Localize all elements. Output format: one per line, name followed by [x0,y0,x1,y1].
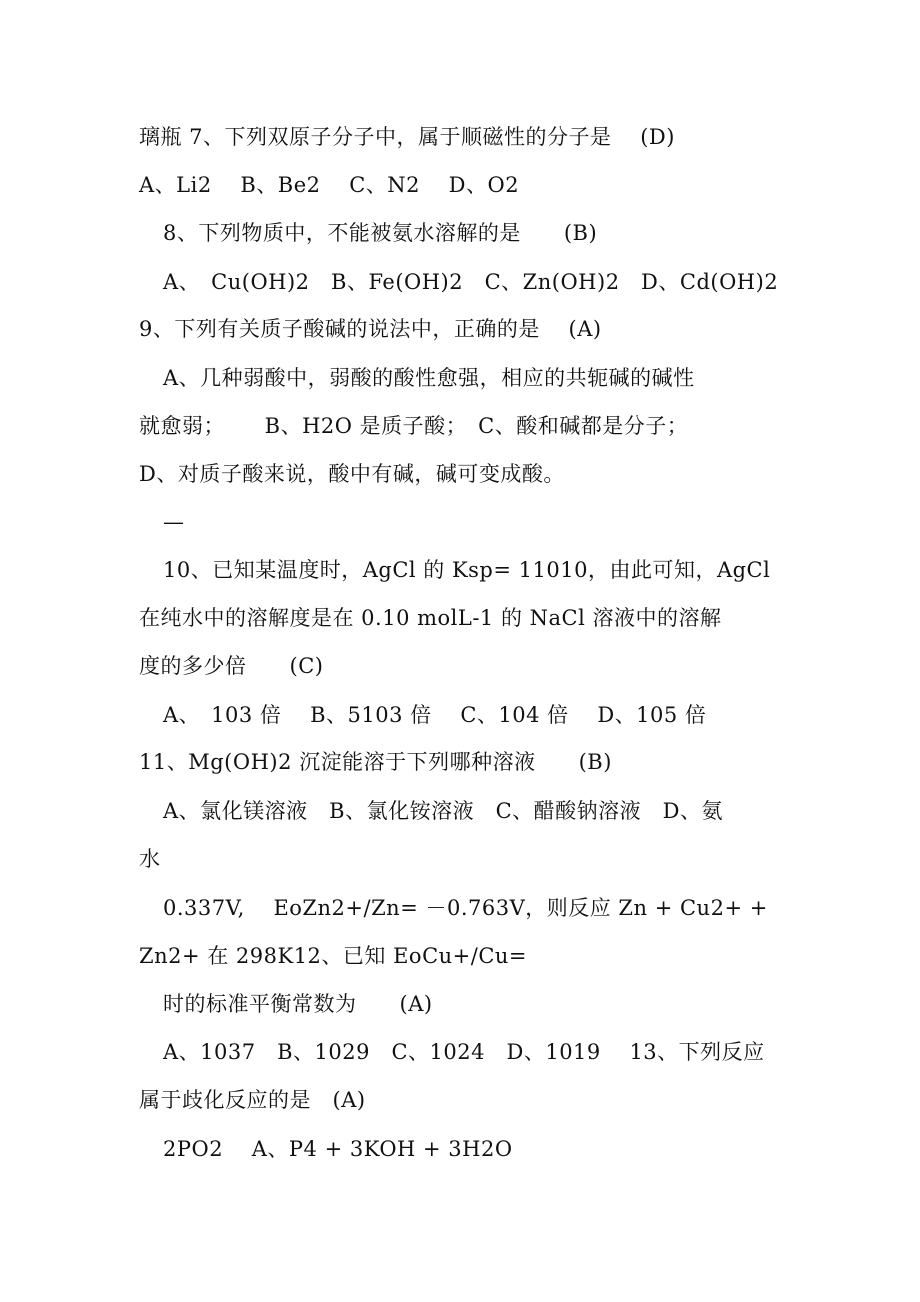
text-line: 10、已知某温度时，AgCl 的 Ksp= 11010，由此可知，AgCl [163,558,771,582]
text-line: Zn2+ 在 298K12、已知 EoCu+/Cu= [139,944,528,968]
text-line: 水 [139,847,161,871]
text-line: 9、下列有关质子酸碱的说法中，正确的是 (A) [139,317,602,341]
text-line: 8、下列物质中，不能被氨水溶解的是 (B) [163,221,598,245]
text-line: 就愈弱； B、H2O 是质子酸； C、酸和碱都是分子； [139,414,689,438]
text-line: 在纯水中的溶解度是在 0.10 molL-1 的 NaCl 溶液中的溶解 [139,606,722,630]
dash-line: — [163,510,185,534]
text-line: A、 103 倍 B、5103 倍 C、104 倍 D、105 倍 [163,703,707,727]
text-line: A、几种弱酸中，弱酸的酸性愈强，相应的共轭碱的碱性 [163,366,695,390]
text-line: 0.337V, EoZn2+/Zn= －0.763V，则反应 Zn + Cu2+ + [163,896,768,920]
text-line: A、1037 B、1029 C、1024 D、1019 13、下列反应 [163,1040,765,1064]
text-line: A、氯化镁溶液 B、氯化铵溶液 C、醋酸钠溶液 D、氨 [163,799,724,823]
text-line: 2PO2 A、P4 + 3KOH + 3H2O [163,1137,513,1161]
text-line: 璃瓶 7、下列双原子分子中，属于顺磁性的分子是 (D) [139,125,675,149]
text-line: 时的标准平衡常数为 (A) [163,992,433,1016]
text-line: D、对质子酸来说，酸中有碱，碱可变成酸。 [139,462,565,486]
text-line: 11、Mg(OH)2 沉淀能溶于下列哪种溶液 (B) [139,750,612,774]
text-line: A、Li2 B、Be2 C、N2 D、O2 [139,173,520,197]
text-line: 属于歧化反应的是 (A) [139,1088,366,1112]
text-line: 度的多少倍 (C) [139,654,324,678]
text-line: A、 Cu(OH)2 B、Fe(OH)2 C、Zn(OH)2 D、Cd(OH)2 [163,270,779,294]
